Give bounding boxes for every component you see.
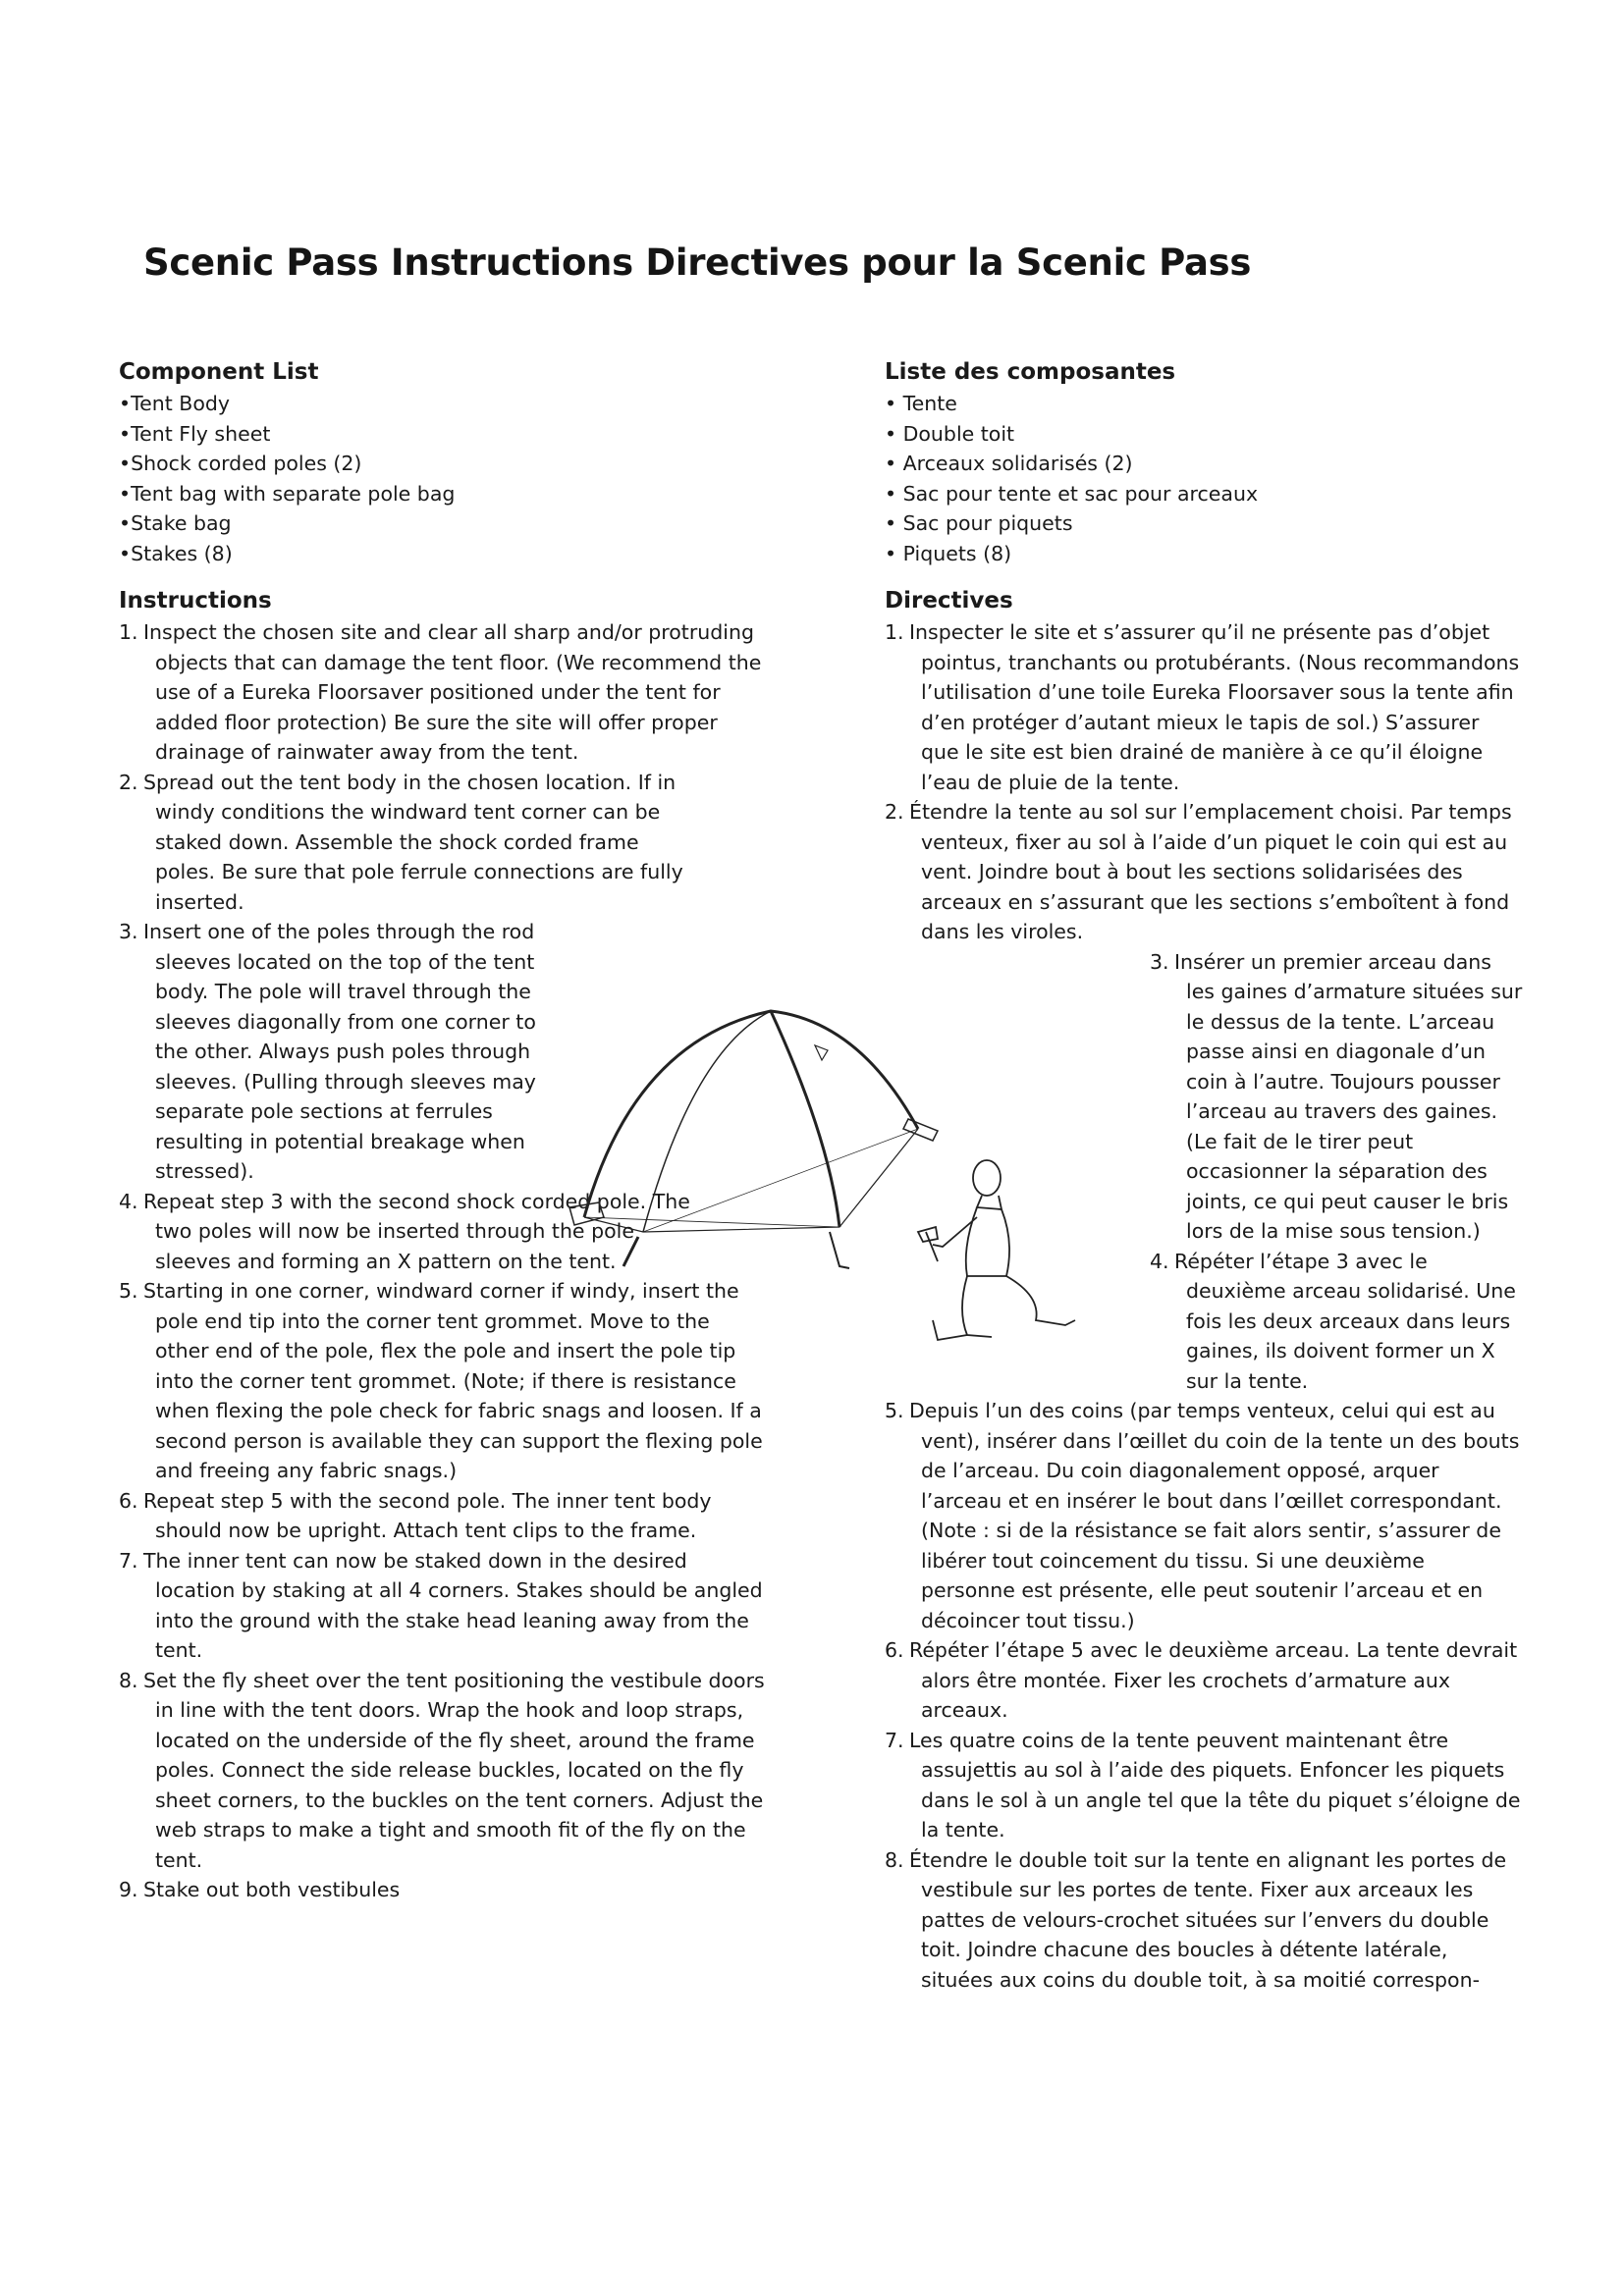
component-list-heading-fr: Liste des composantes <box>885 359 1176 385</box>
step-8-fr: 8. Étendre le double toit sur la tente en alignant les portes de vestibule sur les portes de tente. Fixer aux arceaux les pattes de velours-crochet situées sur l’envers du double toit. Joindre chacune des boucles à détente latérale, situées aux coins du double toit, à sa moitié correspon- <box>885 1847 1507 1992</box>
tent-illustration <box>545 982 1095 1374</box>
list-item: •Stakes (8) <box>119 541 233 565</box>
list-item: •Shock corded poles (2) <box>119 452 362 475</box>
step-9: 9. Stake out both vestibules <box>119 1878 401 1901</box>
list-item: • Piquets (8) <box>885 541 1012 565</box>
instructions-heading: Instructions <box>119 588 272 614</box>
list-item: • Sac pour tente et sac pour arceaux <box>885 481 1259 506</box>
component-list <box>119 389 767 568</box>
step-8: 8. Set the fly sheet over the tent positioning the vestibule doors in line with the tent doors. Wrap the hook and loop straps, located on the underside of the fly sheet, around the frame poles. Connect the side release buckles, located on the fly sheet corners, to the buckles on the tent corners. Adjust the web straps to make a tight and smooth fit of the fly on the tent. <box>119 1668 765 1872</box>
step-2-fr: 2. Étendre la tente au sol sur l’emplacement choisi. Par temps venteux, fixer au sol à l’aide d’un piquet le coin qui est au vent. Joindre bout à bout les sections solidarisées des arceaux en s’assurant que les sections s’emboîtent à fond dans les viroles. <box>885 800 1512 943</box>
step-7: 7. The inner tent can now be staked down in the desired location by staking at all 4 corners. Stakes should be angled into the ground with the stake head leaning away from the tent. <box>119 1548 763 1662</box>
step-1-fr: 1. Inspecter le site et s’assurer qu’il ne présente pas d’objet pointus, tranchants ou protubérants. (Nous recommandons l’utilisation d’une toile Eureka Floorsaver sous la tente afin d’en protéger d’autant mieux le tapis de sol.) S’assurer que le site est bien drainé de manière à ce qu’il éloigne l’eau de pluie de la tente. <box>885 620 1520 794</box>
step-2: 2. Spread out the tent body in the chosen location. If in windy conditions the windward tent corner can be staked down. Assemble the shock corded frame poles. Be sure that pole ferrule connections are fully inserted. <box>119 770 683 914</box>
step-4: 4. Repeat step 3 with the second shock corded pole. The two poles will now be inserted through the pole sleeves and forming an X pattern on the tent. <box>119 1189 690 1273</box>
step-6-fr: 6. Répéter l’étape 5 avec le deuxième arceau. La tente devrait alors être montée. Fixer les crochets d’armature aux arceaux. <box>885 1638 1518 1722</box>
list-item: •Tent Body <box>119 392 231 415</box>
list-item: • Arceaux solidarisés (2) <box>885 452 1133 475</box>
step-5-fr: 5. Depuis l’un des coins (par temps venteux, celui qui est au vent), insérer dans l’œillet du coin de la tente un des bouts de l’arceau. Du coin diagonalement opposé, arquer l’arceau et en insérer le bout dans l’œillet correspondant. (Note : si de la résistance se fait alors sentir, s’assurer de libérer tout coincement du tissu. Si une deuxième personne est présente, elle peut soutenir l’arceau et en décoincer tout tissu.) <box>885 1399 1520 1632</box>
step-5: 5. Starting in one corner, windward corner if windy, insert the pole end tip into the corner tent grommet. Move to the other end of the pole, flex the pole and insert the pole tip into the corner tent grommet. (Note; if there is resistance when flexing the pole check for fabric snags and loosen. If a second person is available they can support the flexing pole and freeing any fabric snags.) <box>119 1279 763 1482</box>
list-item: • Sac pour piquets <box>885 511 1073 535</box>
step-7-fr: 7. Les quatre coins de la tente peuvent maintenant être assujettis au sol à l’aide des piquets. Enfoncer les piquets dans le sol à un angle tel que la tête du piquet s’éloigne de la tente. <box>885 1728 1521 1842</box>
step-3: 3. Insert one of the poles through the rod sleeves located on the top of the tent body. The pole will travel through the sleeves diagonally from one corner to the other. Always push poles through sleeves. (Pulling through sleeves may separate pole sections at ferrules resulting in potential breakage when stressed). <box>119 920 536 1183</box>
tent-icon <box>569 1011 938 1268</box>
step-4-fr: 4. Répéter l’étape 3 avec le deuxième arceau solidarisé. Une fois les deux arceaux dans leurs gaines, ils doivent former un X sur la tente. <box>1150 1249 1516 1393</box>
list-item: •Stake bag <box>119 511 232 535</box>
step-3-fr: 3. Insérer un premier arceau dans les gaines d’armature situées sur le dessus de la tente. L’arceau passe ainsi en diagonale d’un coin à l’autre. Toujours pousser l’arceau au travers des gaines. (Le fait de le tirer peut occasionner la séparation des joints, ce qui peut causer le bris lors de la mise sous tension.) <box>1150 949 1523 1243</box>
step-1: 1. Inspect the chosen site and clear all sharp and/or protruding objects that can damage the tent floor. (We recommend the use of a Eureka Floorsaver positioned under the tent for added floor protection) Be sure the site will offer proper drainage of rainwater away from the tent. <box>119 620 762 764</box>
page-title: Scenic Pass Instructions Directives pour la Scenic Pass <box>143 241 1252 284</box>
step-6: 6. Repeat step 5 with the second pole. The inner tent body should now be upright. Attach tent clips to the frame. <box>119 1488 712 1542</box>
person-icon <box>918 1160 1075 1340</box>
list-item: •Tent Fly sheet <box>119 421 271 446</box>
directives-heading: Directives <box>885 588 1013 614</box>
list-item: • Double toit <box>885 421 1015 446</box>
list-item: •Tent bag with separate pole bag <box>119 481 456 506</box>
list-item: • Tente <box>885 392 957 415</box>
component-list-heading: Component List <box>119 359 319 385</box>
component-list-fr <box>885 389 1523 568</box>
